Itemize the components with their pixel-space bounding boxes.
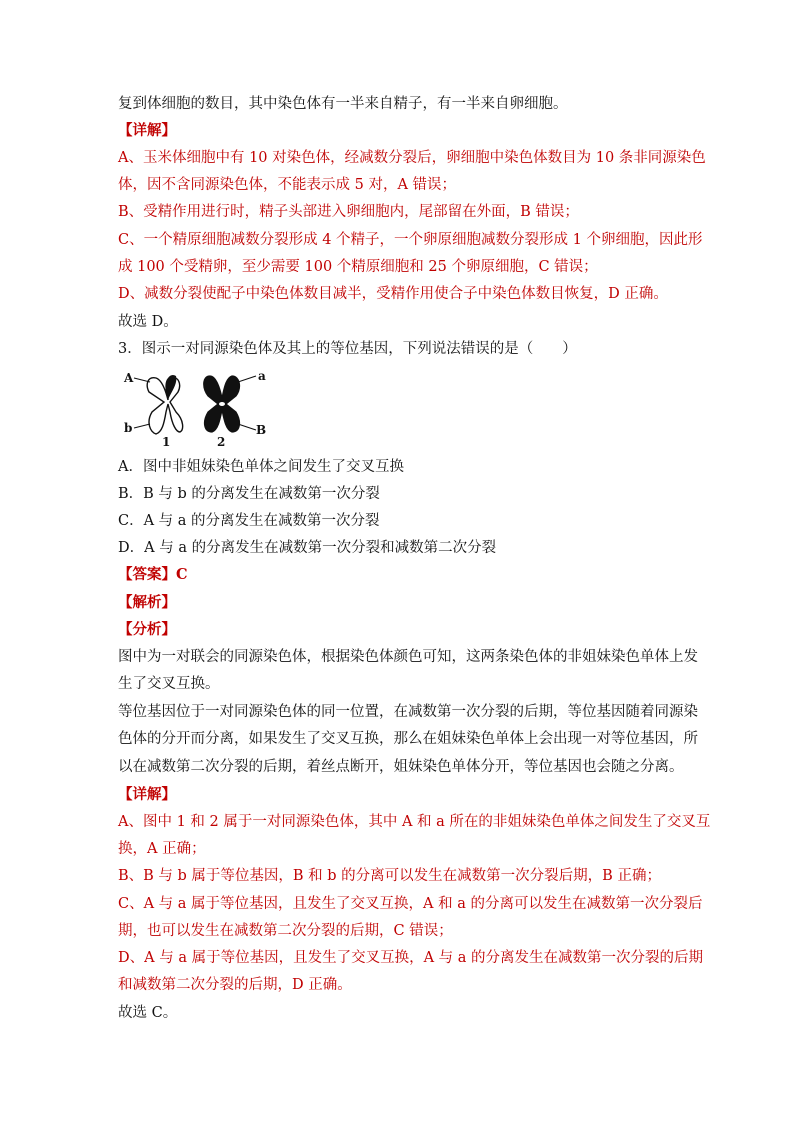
option-d: D．A 与 a 的分离发生在减数第一次分裂和减数第二次分裂 bbox=[118, 540, 497, 556]
text-line: 体，因不含同源染色体，不能表示成 5 对，A 错误； bbox=[118, 177, 457, 193]
question-stem: 3．图示一对同源染色体及其上的等位基因，下列说法错误的是（ ） bbox=[118, 341, 577, 357]
section-heading-detail: 【详解】 bbox=[118, 122, 176, 139]
text-line: 故选 D。 bbox=[118, 314, 178, 330]
text-line: B、B 与 b 属于等位基因，B 和 b 的分离可以发生在减数第一次分裂后期，B 正确； bbox=[118, 868, 661, 884]
option-b: B．B 与 b 的分离发生在减数第一次分裂 bbox=[118, 486, 380, 502]
explanation-heading: 【解析】 bbox=[118, 594, 176, 611]
text-line: 故选 C。 bbox=[118, 1005, 178, 1021]
text-line: 以在减数第二次分裂的后期，着丝点断开，姐妹染色单体分开，等位基因也会随之分离。 bbox=[118, 759, 684, 775]
answer-heading: 【答案】C bbox=[118, 566, 188, 583]
text-line: 生了交叉互换。 bbox=[118, 676, 220, 692]
text-line: D、A 与 a 属于等位基因，且发生了交叉互换，A 与 a 的分离发生在减数第一次分裂的后期 bbox=[118, 950, 704, 966]
text-line: C、一个精原细胞减数分裂形成 4 个精子，一个卵原细胞减数分裂形成 1 个卵细胞，因此形 bbox=[118, 232, 703, 248]
chromosome-figure bbox=[118, 366, 278, 448]
gene-label-a: a bbox=[258, 369, 266, 383]
chromosome-number-2: 2 bbox=[217, 435, 226, 448]
text-line: C、A 与 a 属于等位基因，且发生了交叉互换，A 和 a 的分离可以发生在减数第一次分裂后 bbox=[118, 896, 703, 912]
text-line: A、图中 1 和 2 属于一对同源染色体，其中 A 和 a 所在的非姐妹染色单体之间发生了交叉互 bbox=[118, 814, 711, 830]
text-line: 复到体细胞的数目，其中染色体有一半来自精子，有一半来自卵细胞。 bbox=[118, 96, 568, 112]
section-heading-detail: 【详解】 bbox=[118, 786, 176, 803]
text-line: D、减数分裂使配子中染色体数目减半，受精作用使合子中染色体数目恢复，D 正确。 bbox=[118, 286, 668, 302]
text-line: B、受精作用进行时，精子头部进入卵细胞内，尾部留在外面，B 错误； bbox=[118, 204, 579, 220]
chromosome-number-1: 1 bbox=[162, 435, 171, 448]
text-line: 图中为一对联会的同源染色体，根据染色体颜色可知，这两条染色体的非姐妹染色单体上发 bbox=[118, 649, 698, 665]
text-line: 成 100 个受精卵，至少需要 100 个精原细胞和 25 个卵原细胞，C 错误； bbox=[118, 259, 598, 275]
gene-label-b: b bbox=[124, 421, 133, 435]
gene-label-A: A bbox=[124, 371, 134, 385]
text-line: 和减数第二次分裂的后期，D 正确。 bbox=[118, 977, 352, 993]
option-c: C．A 与 a 的分离发生在减数第一次分裂 bbox=[118, 513, 380, 529]
chromosome-2 bbox=[204, 376, 240, 432]
text-line: 期，也可以发生在减数第二次分裂的后期，C 错误； bbox=[118, 923, 453, 939]
gene-label-B: B bbox=[256, 423, 267, 437]
analysis-heading: 【分析】 bbox=[118, 621, 176, 638]
text-line: 色体的分开而分离，如果发生了交叉互换，那么在姐妹染色单体上会出现一对等位基因，所 bbox=[118, 731, 698, 747]
chromosome-1 bbox=[147, 375, 182, 434]
option-a: A．图中非姐妹染色单体之间发生了交叉互换 bbox=[118, 459, 404, 475]
text-line: 换，A 正确； bbox=[118, 841, 206, 857]
text-line: 等位基因位于一对同源染色体的同一位置，在减数第一次分裂的后期，等位基因随着同源染 bbox=[118, 704, 698, 720]
text-line: A、玉米体细胞中有 10 对染色体，经减数分裂后，卵细胞中染色体数目为 10 条非同源染色 bbox=[118, 150, 706, 166]
